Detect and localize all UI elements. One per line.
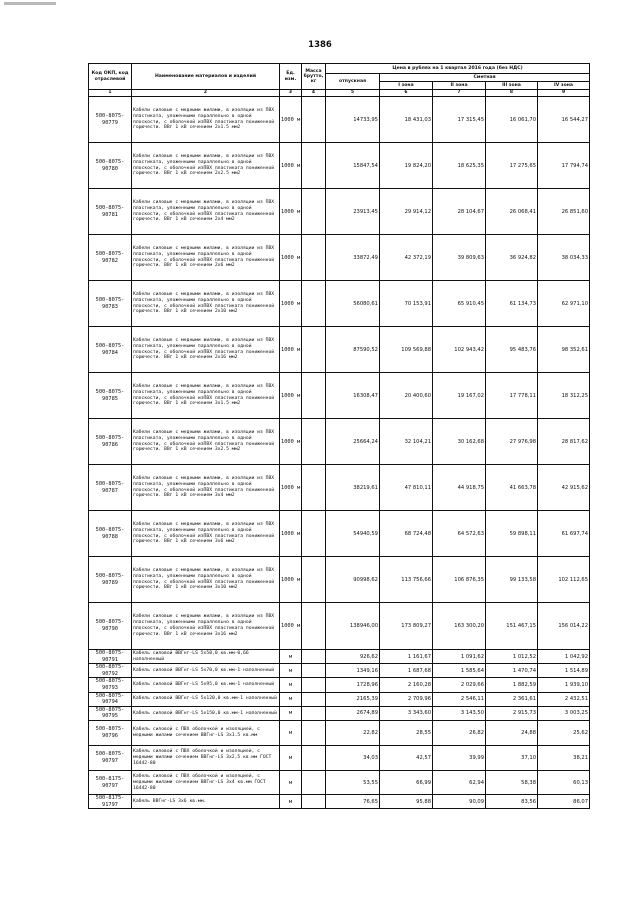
unit-cell: м	[280, 650, 302, 664]
product-name: Кабели силовые с медными жилами, в изоляции из ПВХ пластиката, уложенными параллельно в одной плоскости, с оболочкой изПВХ пластиката пониженной горючести. ВВг 1 кВ сечением 2х2.5 мм2	[132, 143, 280, 189]
product-code-line: 500-8075-	[95, 650, 125, 656]
product-code-line: 90782	[102, 257, 118, 264]
product-code-line: 500-8075-	[95, 296, 125, 303]
zone1-price: 2 160,28	[380, 678, 433, 692]
zone4-price: 1 514,89	[538, 664, 590, 678]
unit-cell: 1000 м	[280, 143, 302, 189]
product-name: Кабель силовой ВВГнг-LS 5х70,0 кв.мм-1 наполненный	[132, 664, 280, 678]
table-row	[89, 373, 590, 419]
column-number: 2	[132, 90, 280, 97]
product-code	[89, 603, 132, 650]
zone1-price: 173 809,27	[380, 603, 433, 650]
product-name: Кабель силовой с ПВХ оболочкой и изоляцией, с медными жилами сечением ВВГнг-LS 3х1.5 кв.мм	[132, 721, 280, 746]
zone2-price: 2 029,66	[433, 678, 486, 692]
table-row	[89, 771, 590, 795]
product-name: Кабели силовые с медными жилами, в изоляции из ПВХ пластиката, уложенными параллельно в одной плоскости, с оболочкой изПВХ пластиката пониженной горючести. ВВг 1 кВ сечением 2х4 мм2	[132, 189, 280, 235]
zone4-price: 1 939,10	[538, 678, 590, 692]
product-name: Кабель силовой с ПВХ оболочкой и изоляцией, с медными жилами сечением ВВГнг-LS 3х2,5 кв.мм ГОСТ 16442-80	[132, 746, 280, 771]
zone1-price: 66,99	[380, 771, 433, 795]
release-price: 2165,39	[326, 692, 380, 706]
unit-cell: 1000 м	[280, 603, 302, 650]
product-code	[89, 692, 132, 706]
unit-cell: м	[280, 746, 302, 771]
product-name: Кабель ВВГнг-LS 3х6 кв.мм.	[132, 795, 280, 809]
table-row	[89, 664, 590, 678]
product-code-line: 500-8075-	[95, 726, 125, 733]
header-estimate: Сметная	[380, 74, 590, 82]
product-code-line: 500-8075-	[95, 480, 125, 487]
zone1-price: 1 161,67	[380, 650, 433, 664]
product-name: Кабели силовые с медными жилами, в изоляции из ПВХ пластиката, уложенными параллельно в одной плоскости, с оболочкой изПВХ пластиката пониженной горючести. ВВг 1 кВ сечением 3х2.5 мм2	[132, 419, 280, 465]
column-number: 6	[380, 90, 433, 97]
mass-cell	[302, 419, 326, 465]
zone3-price: 1 882,59	[486, 678, 538, 692]
zone3-price: 151 467,15	[486, 603, 538, 650]
zone4-price: 2 432,51	[538, 692, 590, 706]
column-number: 3	[280, 90, 302, 97]
zone1-price: 42,57	[380, 746, 433, 771]
product-code-line: 500-8075-	[95, 619, 125, 626]
table-row	[89, 465, 590, 511]
product-code-line: 90794	[102, 699, 118, 706]
zone4-price: 42 915,62	[538, 465, 590, 511]
header-name: Наименование материалов и изделий	[132, 64, 280, 90]
product-code-line: 500-8075-	[95, 751, 125, 758]
release-price: 54940,59	[326, 511, 380, 557]
product-code-line: 90789	[102, 579, 118, 586]
zone2-price: 2 546,11	[433, 692, 486, 706]
header-zone3: III зона	[486, 82, 538, 90]
zone2-price: 102 943,42	[433, 327, 486, 373]
product-name: Кабели силовые с медными жилами, в изоляции из ПВХ пластиката, уложенными параллельно в одной плоскости, с оболочкой изПВХ пластиката пониженной горючести. ВВг 1 кВ сечением 3х6 мм2	[132, 511, 280, 557]
release-price: 87590,52	[326, 327, 380, 373]
zone3-price: 24,88	[486, 721, 538, 746]
product-code	[89, 511, 132, 557]
zone2-price: 163 300,20	[433, 603, 486, 650]
mass-cell	[302, 771, 326, 795]
zone4-price: 17 794,74	[538, 143, 590, 189]
mass-cell	[302, 603, 326, 650]
zone1-price: 70 153,91	[380, 281, 433, 327]
product-name: Кабели силовые с медными жилами, в изоляции из ПВХ пластиката, уложенными параллельно в одной плоскости, с оболочкой изПВХ пластиката пониженной горючести. ВВг 1 кВ сечением 3х4 мм2	[132, 465, 280, 511]
zone4-price: 61 697,74	[538, 511, 590, 557]
release-price: 14733,95	[326, 97, 380, 143]
zone4-price: 60,13	[538, 771, 590, 795]
zone1-price: 20 400,60	[380, 373, 433, 419]
product-code	[89, 557, 132, 603]
zone4-price: 102 112,65	[538, 557, 590, 603]
zone4-price: 25,62	[538, 721, 590, 746]
product-code-line: 90793	[102, 685, 118, 692]
product-code	[89, 373, 132, 419]
mass-cell	[302, 746, 326, 771]
zone4-price: 28 817,62	[538, 419, 590, 465]
mass-cell	[302, 678, 326, 692]
zone2-price: 26,82	[433, 721, 486, 746]
product-name: Кабели силовые с медными жилами, в изоляции из ПВХ пластиката, уложенными параллельно в одной плоскости, с оболочкой изПВХ пластиката пониженной горючести. ВВг 1 кВ сечением 2х16 мм2	[132, 327, 280, 373]
table-row	[89, 721, 590, 746]
product-code-line: 90787	[102, 487, 118, 494]
release-price: 23913,45	[326, 189, 380, 235]
product-code-line: 500-8075-	[95, 158, 125, 165]
table-row	[89, 97, 590, 143]
table-row	[89, 281, 590, 327]
zone3-price: 83,56	[486, 795, 538, 809]
table-row	[89, 511, 590, 557]
mass-cell	[302, 465, 326, 511]
mass-cell	[302, 795, 326, 809]
product-code-line: 90796	[102, 733, 118, 740]
zone1-price: 1 687,68	[380, 664, 433, 678]
mass-cell	[302, 97, 326, 143]
release-price: 138946,00	[326, 603, 380, 650]
table-row	[89, 795, 590, 809]
table-row	[89, 678, 590, 692]
product-name: Кабели силовые с медными жилами, в изоляции из ПВХ пластиката, уложенными параллельно в одной плоскости, с оболочкой изПВХ пластиката пониженной горючести. ВВг 1 кВ сечением 2х10 мм2	[132, 281, 280, 327]
unit-cell: м	[280, 721, 302, 746]
mass-cell	[302, 281, 326, 327]
zone1-price: 18 431,03	[380, 97, 433, 143]
table-row	[89, 557, 590, 603]
unit-cell: м	[280, 678, 302, 692]
zone3-price: 2 915,73	[486, 706, 538, 720]
unit-cell: 1000 м	[280, 97, 302, 143]
product-code-line: 500-8075-	[95, 388, 125, 395]
unit-cell: 1000 м	[280, 327, 302, 373]
release-price: 15847,54	[326, 143, 380, 189]
release-price: 34,03	[326, 746, 380, 771]
zone1-price: 42 372,19	[380, 235, 433, 281]
zone2-price: 18 625,35	[433, 143, 486, 189]
price-table	[88, 63, 590, 809]
zone1-price: 2 709,96	[380, 692, 433, 706]
product-name: Кабели силовые с медными жилами, в изоляции из ПВХ пластиката, уложенными параллельно в одной плоскости, с оболочкой изПВХ пластиката пониженной горючести. ВВг 1 кВ сечением 3х16 мм2	[132, 603, 280, 650]
column-number: 9	[538, 90, 590, 97]
column-number-row	[89, 90, 590, 97]
column-number: 8	[486, 90, 538, 97]
zone3-price: 61 134,73	[486, 281, 538, 327]
mass-cell	[302, 664, 326, 678]
unit-cell: м	[280, 706, 302, 720]
mass-cell	[302, 706, 326, 720]
zone3-price: 36 924,82	[486, 235, 538, 281]
zone3-price: 58,38	[486, 771, 538, 795]
zone2-price: 44 918,75	[433, 465, 486, 511]
zone2-price: 62,94	[433, 771, 486, 795]
product-code-line: 500-8075-	[95, 342, 125, 349]
zone1-price: 3 343,60	[380, 706, 433, 720]
product-code-line: 90790	[102, 626, 118, 632]
zone1-price: 29 914,12	[380, 189, 433, 235]
zone2-price: 64 572,63	[433, 511, 486, 557]
table-row	[89, 603, 590, 650]
zone3-price: 59 898,11	[486, 511, 538, 557]
unit-cell: 1000 м	[280, 419, 302, 465]
product-code-line: 500-8075-	[95, 112, 125, 119]
product-code-line: 500-8075-	[95, 664, 125, 671]
mass-cell	[302, 721, 326, 746]
table-row	[89, 143, 590, 189]
zone3-price: 2 361,61	[486, 692, 538, 706]
release-price: 33872,49	[326, 235, 380, 281]
zone3-price: 95 483,76	[486, 327, 538, 373]
mass-cell	[302, 692, 326, 706]
zone3-price: 16 061,70	[486, 97, 538, 143]
product-name: Кабель силовой ВВГнг-LS 5х50,0 кв.мм-0,66 наполненный	[132, 650, 280, 664]
zone1-price: 47 810,11	[380, 465, 433, 511]
release-price: 22,82	[326, 721, 380, 746]
product-code	[89, 327, 132, 373]
zone1-price: 109 569,88	[380, 327, 433, 373]
product-code	[89, 721, 132, 746]
column-number: 5	[326, 90, 380, 97]
zone2-price: 39 809,63	[433, 235, 486, 281]
unit-cell: 1000 м	[280, 373, 302, 419]
zone2-price: 1 091,62	[433, 650, 486, 664]
header-unit: Ед. изм.	[280, 64, 302, 90]
unit-cell: м	[280, 771, 302, 795]
mass-cell	[302, 557, 326, 603]
product-code-line: 90783	[102, 303, 118, 310]
product-name: Кабели силовые с медными жилами, в изоляции из ПВХ пластиката, уложенными параллельно в одной плоскости, с оболочкой изПВХ пластиката пониженной горючести. ВВг 1 кВ сечением 3х1.5 мм2	[132, 373, 280, 419]
product-code	[89, 235, 132, 281]
product-code-line: 500-8175-	[95, 775, 125, 782]
zone1-price: 113 756,66	[380, 557, 433, 603]
unit-cell: м	[280, 795, 302, 809]
product-code	[89, 746, 132, 771]
product-name: Кабель силовой ВВГнг-LS 5х120,0 кв.мм-1 наполненный	[132, 692, 280, 706]
zone2-price: 65 910,45	[433, 281, 486, 327]
release-price: 56080,61	[326, 281, 380, 327]
product-code	[89, 97, 132, 143]
zone3-price: 37,10	[486, 746, 538, 771]
header-mass: Масса брутто, кг	[302, 64, 326, 90]
unit-cell: м	[280, 692, 302, 706]
zone2-price: 28 104,67	[433, 189, 486, 235]
zone1-price: 68 724,48	[380, 511, 433, 557]
header-price-group: Цена в рублях на 1 квартал 2016 года (без НДС)	[326, 64, 590, 74]
product-code-line: 90788	[102, 533, 118, 540]
zone2-price: 19 167,02	[433, 373, 486, 419]
product-code-line: 500-8075-	[95, 692, 125, 699]
table-row	[89, 650, 590, 664]
zone3-price: 27 976,98	[486, 419, 538, 465]
release-price: 926,62	[326, 650, 380, 664]
product-code-line: 90792	[102, 670, 118, 677]
zone4-price: 86,07	[538, 795, 590, 809]
header-release: отпускная	[326, 74, 380, 90]
release-price: 90998,62	[326, 557, 380, 603]
product-code-line: 90779	[102, 119, 118, 126]
product-code-line: 500-8075-	[95, 572, 125, 579]
mass-cell	[302, 650, 326, 664]
product-code	[89, 189, 132, 235]
release-price: 1349,16	[326, 664, 380, 678]
product-code-line: 500-8075-	[95, 706, 125, 713]
header-zone1: I зона	[380, 82, 433, 90]
unit-cell: 1000 м	[280, 235, 302, 281]
column-number: 7	[433, 90, 486, 97]
product-code-line: 90797	[102, 782, 118, 789]
mass-cell	[302, 373, 326, 419]
table-row	[89, 235, 590, 281]
product-name: Кабели силовые с медными жилами, в изоляции из ПВХ пластиката, уложенными параллельно в одной плоскости, с оболочкой изПВХ пластиката пониженной горючести. ВВг 1 кВ сечением 2х6 мм2	[132, 235, 280, 281]
mass-cell	[302, 511, 326, 557]
zone4-price: 18 312,25	[538, 373, 590, 419]
table-row	[89, 692, 590, 706]
product-code	[89, 771, 132, 795]
product-code-line: 500-8075-	[95, 204, 125, 211]
release-price: 76,65	[326, 795, 380, 809]
release-price: 16308,47	[326, 373, 380, 419]
product-code	[89, 706, 132, 720]
zone3-price: 26 068,41	[486, 189, 538, 235]
header-row-1	[89, 64, 590, 74]
table-row	[89, 706, 590, 720]
product-code-line: 90784	[102, 349, 118, 356]
mass-cell	[302, 143, 326, 189]
zone2-price: 90,09	[433, 795, 486, 809]
zone3-price: 41 663,78	[486, 465, 538, 511]
release-price: 1728,96	[326, 678, 380, 692]
product-code-line: 500-8175-	[95, 795, 125, 802]
column-number: 4	[302, 90, 326, 97]
product-code-line: 90795	[102, 713, 118, 720]
product-code-line: 91797	[102, 801, 118, 808]
product-code	[89, 795, 132, 809]
zone4-price: 62 971,10	[538, 281, 590, 327]
zone3-price: 1 012,52	[486, 650, 538, 664]
zone1-price: 19 824,20	[380, 143, 433, 189]
zone2-price: 1 585,64	[433, 664, 486, 678]
zone4-price: 3 003,25	[538, 706, 590, 720]
unit-cell: 1000 м	[280, 189, 302, 235]
zone4-price: 16 544,27	[538, 97, 590, 143]
unit-cell: 1000 м	[280, 281, 302, 327]
zone1-price: 95,88	[380, 795, 433, 809]
product-code-line: 90791	[102, 656, 118, 663]
release-price: 25664,24	[326, 419, 380, 465]
release-price: 53,55	[326, 771, 380, 795]
header-code: Код ОКП, код отраслевой	[89, 64, 132, 90]
product-code-line: 500-8075-	[95, 678, 125, 685]
product-name: Кабель силовой с ПВХ оболочкой и изоляцией, с медными жилами сечением ВВГнг-LS 3х4 кв.мм ГОСТ 16442-80	[132, 771, 280, 795]
mass-cell	[302, 189, 326, 235]
header-zone2: II зона	[433, 82, 486, 90]
product-code-line: 500-8075-	[95, 526, 125, 533]
table-row	[89, 327, 590, 373]
unit-cell: м	[280, 664, 302, 678]
product-code-line: 90781	[102, 211, 118, 218]
mass-cell	[302, 235, 326, 281]
product-name: Кабель силовой ВВГнг-LS 5х95,0 кв.мм-1 наполненный	[132, 678, 280, 692]
product-name: Кабели силовые с медными жилами, в изоляции из ПВХ пластиката, уложенными параллельно в одной плоскости, с оболочкой изПВХ пластиката пониженной горючести. ВВг 1 кВ сечением 2х1.5 мм2	[132, 97, 280, 143]
zone4-price: 26 851,60	[538, 189, 590, 235]
product-code-line: 90786	[102, 441, 118, 448]
product-code	[89, 664, 132, 678]
zone3-price: 1 470,74	[486, 664, 538, 678]
zone1-price: 28,55	[380, 721, 433, 746]
product-code-line: 90797	[102, 758, 118, 765]
zone4-price: 1 042,92	[538, 650, 590, 664]
unit-cell: 1000 м	[280, 511, 302, 557]
product-code	[89, 465, 132, 511]
zone2-price: 106 876,35	[433, 557, 486, 603]
column-number: 1	[89, 90, 132, 97]
product-code-line: 500-8075-	[95, 250, 125, 257]
zone1-price: 32 104,21	[380, 419, 433, 465]
product-code-line: 500-8075-	[95, 434, 125, 441]
header-zone4: IV зона	[538, 82, 590, 90]
unit-cell: 1000 м	[280, 465, 302, 511]
scan-mark	[4, 2, 56, 5]
product-code	[89, 281, 132, 327]
product-name: Кабели силовые с медными жилами, в изоляции из ПВХ пластиката, уложенными параллельно в одной плоскости, с оболочкой изПВХ пластиката пониженной горючести. ВВг 1 кВ сечением 3х10 мм2	[132, 557, 280, 603]
product-code	[89, 678, 132, 692]
zone2-price: 17 315,45	[433, 97, 486, 143]
zone4-price: 156 014,22	[538, 603, 590, 650]
product-code	[89, 650, 132, 664]
product-code-line: 90785	[102, 395, 118, 402]
unit-cell: 1000 м	[280, 557, 302, 603]
product-code	[89, 419, 132, 465]
zone4-price: 38,21	[538, 746, 590, 771]
table-row	[89, 746, 590, 771]
mass-cell	[302, 327, 326, 373]
zone4-price: 98 352,61	[538, 327, 590, 373]
table-row	[89, 419, 590, 465]
release-price: 38219,61	[326, 465, 380, 511]
zone3-price: 99 133,58	[486, 557, 538, 603]
zone3-price: 17 275,65	[486, 143, 538, 189]
zone2-price: 30 162,68	[433, 419, 486, 465]
zone2-price: 39,99	[433, 746, 486, 771]
product-name: Кабель силовой ВВГнг-LS 5х150,0 кв.мм-1 наполненный	[132, 706, 280, 720]
table-row	[89, 189, 590, 235]
zone4-price: 38 034,33	[538, 235, 590, 281]
product-code	[89, 143, 132, 189]
release-price: 2674,89	[326, 706, 380, 720]
product-code-line: 90780	[102, 165, 118, 172]
zone3-price: 17 778,11	[486, 373, 538, 419]
zone2-price: 3 143,50	[433, 706, 486, 720]
page-number: 1386	[308, 40, 332, 50]
table-body	[89, 64, 590, 809]
